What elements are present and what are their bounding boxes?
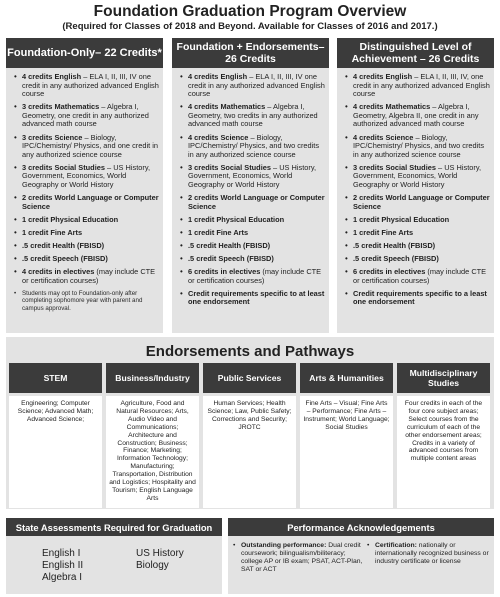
foundation-only-column — [6, 38, 163, 333]
requirement-item — [180, 290, 325, 307]
requirement-label: 3 credits Social Studies — [353, 162, 436, 172]
requirement-detail: (may include CTE or certification courses) — [353, 267, 487, 285]
requirement-item — [14, 242, 159, 251]
requirement-label: 4 credits Science — [353, 132, 414, 142]
requirement-item — [345, 73, 490, 99]
pathway-multidisciplinary — [397, 363, 490, 508]
acknowledgements-heading: Performance Acknowledgements — [228, 518, 494, 536]
ack-text: Dual credit coursework; bilingualism/biliteracy; college AP or IB exam; PSAT, ACT-Plan, SAT or ACT — [241, 542, 363, 573]
performance-acknowledgements-section — [228, 518, 494, 594]
requirement-label: 1 credit Physical Education — [353, 214, 450, 224]
requirement-label: 6 credits in electives — [188, 267, 261, 277]
pathway-heading: Business/Industry — [106, 363, 199, 393]
requirement-detail: (may include CTE or certification courses) — [22, 267, 156, 285]
ack-text: nationally or internationally recognized business or industry certificate or license — [375, 542, 489, 565]
pathway-business-industry — [106, 363, 199, 508]
state-assessments-section — [6, 518, 222, 594]
requirement-item — [14, 229, 159, 238]
requirement-detail: – US History, Government, Economics, World Geography or World History — [353, 162, 482, 190]
requirement-label: 1 credit Fine Arts — [188, 227, 249, 237]
requirement-label: .5 credit Speech (FBISD) — [188, 254, 274, 264]
requirement-item — [14, 255, 159, 264]
pathway-public-services — [203, 363, 296, 508]
pathway-heading: Arts & Humanities — [300, 363, 393, 393]
pathway-heading: STEM — [9, 363, 102, 393]
pathway-body: Agriculture, Food and Natural Resources; Arts, Audio Video and Communications; Architecture and Construction; Business; Finance; Marketing; Information Technology; Manufacturing; Transportation, Distribution and Logistics; Hospitality and Tourism; English Language Arts — [106, 396, 199, 508]
requirement-label: 4 credits Science — [188, 132, 249, 142]
requirement-item — [180, 164, 325, 190]
assessment-item: English II — [42, 560, 84, 571]
pathway-stem — [9, 363, 102, 508]
requirement-label: 3 credits Mathematics — [22, 102, 100, 112]
requirement-label: 4 credits Mathematics — [353, 102, 431, 112]
endorsements-section — [6, 337, 494, 509]
page-title: Foundation Graduation Program Overview — [93, 3, 407, 20]
endorsements-title: Endorsements and Pathways — [145, 343, 355, 360]
requirement-detail: – ELA I, II, III, IV one credit in any authorized advanced English course — [188, 72, 325, 99]
requirement-item — [180, 73, 325, 99]
requirement-detail: – US History, Government, Economics, World Geography or World History — [22, 162, 151, 190]
requirement-label: 3 credits Social Studies — [22, 162, 105, 172]
requirement-detail: (may include CTE or certification courses) — [188, 267, 322, 285]
requirement-label: 4 credits Mathematics — [188, 102, 266, 112]
ack-label: Certification: — [375, 542, 417, 549]
requirement-item — [14, 216, 159, 225]
requirement-item — [14, 103, 159, 129]
requirement-label: 3 credits Social Studies — [188, 162, 271, 172]
requirement-label: 1 credit Physical Education — [188, 214, 285, 224]
page-subtitle: (Required for Classes of 2018 and Beyond. Available for Classes of 2016 and 2017.) — [62, 21, 438, 32]
requirement-item — [180, 194, 325, 211]
column-note: • Students may opt to Foundation-only after completing sophomore year with parent and campus approval. — [14, 290, 159, 312]
pathway-body: Four credits in each of the four core subject areas; Select courses from the curriculum of each of the other endorsement areas; Credits in a variety of advanced courses from multiple content areas — [397, 396, 490, 508]
assessment-item: English I — [42, 548, 81, 559]
requirement-detail: – Biology, IPC/Chemistry/ Physics, and two credits in any authorized science course — [353, 132, 485, 159]
requirement-item — [14, 134, 159, 160]
requirement-item — [345, 255, 490, 264]
requirement-label: 4 credits English — [353, 72, 413, 81]
requirement-item — [345, 134, 490, 160]
requirement-label: .5 credit Health (FBISD) — [22, 241, 105, 250]
requirement-item — [14, 73, 159, 99]
requirement-item — [345, 194, 490, 211]
column-heading: Foundation + Endorsements– 26 Credits — [172, 38, 329, 68]
requirement-label: 2 credits World Language or Computer Science — [188, 193, 325, 211]
assessment-item: US History — [136, 548, 184, 559]
requirement-detail: – Biology, IPC/Chemistry/ Physics, and one credit in any authorized science course — [22, 132, 158, 159]
requirement-label: 3 credits Science — [22, 132, 83, 142]
pathway-body: Human Services; Health Science; Law, Public Safety; Corrections and Security; JROTC — [203, 396, 296, 508]
requirement-detail: – Biology, IPC/Chemistry/ Physics, and two credits in any authorized science course — [188, 132, 320, 159]
requirement-detail: – US History, Government, Economics, World Geography or World History — [188, 162, 317, 190]
requirement-label: .5 credit Health (FBISD) — [188, 241, 271, 250]
ack-label: Outstanding performance: — [241, 542, 327, 549]
distinguished-level-column — [337, 38, 494, 333]
assessments-heading: State Assessments Required for Graduation — [6, 518, 222, 536]
requirement-item — [180, 255, 325, 264]
requirement-item — [345, 290, 490, 307]
requirement-label: 4 credits in electives — [22, 267, 95, 277]
requirement-item — [14, 194, 159, 211]
requirement-label: 6 credits in electives — [353, 267, 426, 277]
requirement-detail: – Algebra I, Geometry, one credit in any authorized advanced math course — [22, 102, 149, 129]
requirement-label: .5 credit Health (FBISD) — [353, 241, 436, 250]
requirement-label: 1 credit Fine Arts — [353, 227, 414, 237]
requirement-label: 1 credit Physical Education — [22, 214, 119, 224]
requirement-item — [345, 103, 490, 129]
requirement-label: 1 credit Fine Arts — [22, 227, 83, 237]
requirement-label: Credit requirements specific to a least one endorsement — [353, 288, 487, 307]
requirement-item — [180, 268, 325, 285]
column-heading: Foundation-Only– 22 Credits* — [6, 38, 163, 68]
pathway-heading: Multidisciplinary Studies — [397, 363, 490, 393]
requirement-detail: – Algebra I, Geometry, Algebra II, one credit in any authorized advanced math course — [353, 102, 479, 129]
requirement-item — [345, 216, 490, 225]
requirement-label: 4 credits English — [188, 72, 248, 81]
requirements-list — [172, 68, 329, 307]
requirement-label: .5 credit Speech (FBISD) — [353, 254, 439, 264]
pathway-heading: Public Services — [203, 363, 296, 393]
requirement-item — [345, 242, 490, 251]
pathway-body: Engineering; Computer Science; Advanced Math; Advanced Science; — [9, 396, 102, 508]
requirement-item — [14, 268, 159, 285]
requirement-label: .5 credit Speech (FBISD) — [22, 254, 108, 264]
column-heading: Distinguished Level of Achievement – 26 Credits — [337, 38, 494, 68]
requirement-item — [180, 242, 325, 251]
requirements-list — [6, 68, 163, 285]
requirement-detail: – Algebra I, Geometry, two credits in any authorized advanced math course — [188, 102, 318, 129]
requirement-item — [180, 229, 325, 238]
requirements-list — [337, 68, 494, 307]
foundation-endorsements-column — [172, 38, 329, 333]
acknowledgement-item — [233, 542, 363, 574]
assessment-item: Biology — [136, 560, 169, 571]
pathway-arts-humanities — [300, 363, 393, 508]
acknowledgement-item — [367, 542, 491, 566]
requirement-item — [180, 134, 325, 160]
requirement-detail: – ELA I, II, III, IV, one credit in any authorized advanced English course — [353, 72, 490, 99]
requirement-label: 2 credits World Language or Computer Science — [22, 193, 159, 211]
requirement-item — [180, 216, 325, 225]
requirement-detail: – ELA I, II, III, IV one credit in any authorized advanced English course — [22, 72, 159, 99]
assessment-item: Algebra I — [42, 572, 83, 583]
requirement-item — [345, 229, 490, 238]
requirement-item — [14, 164, 159, 190]
requirement-item — [180, 103, 325, 129]
requirement-label: 2 credits World Language or Computer Science — [353, 193, 490, 211]
requirement-label: 4 credits English — [22, 72, 82, 81]
requirement-item — [345, 268, 490, 285]
requirement-item — [345, 164, 490, 190]
requirement-label: Credit requirements specific to at least one endorsement — [188, 288, 325, 307]
pathway-body: Fine Arts – Visual; Fine Arts – Performance; Fine Arts – Instrument; World Language; Social Studies — [300, 396, 393, 508]
